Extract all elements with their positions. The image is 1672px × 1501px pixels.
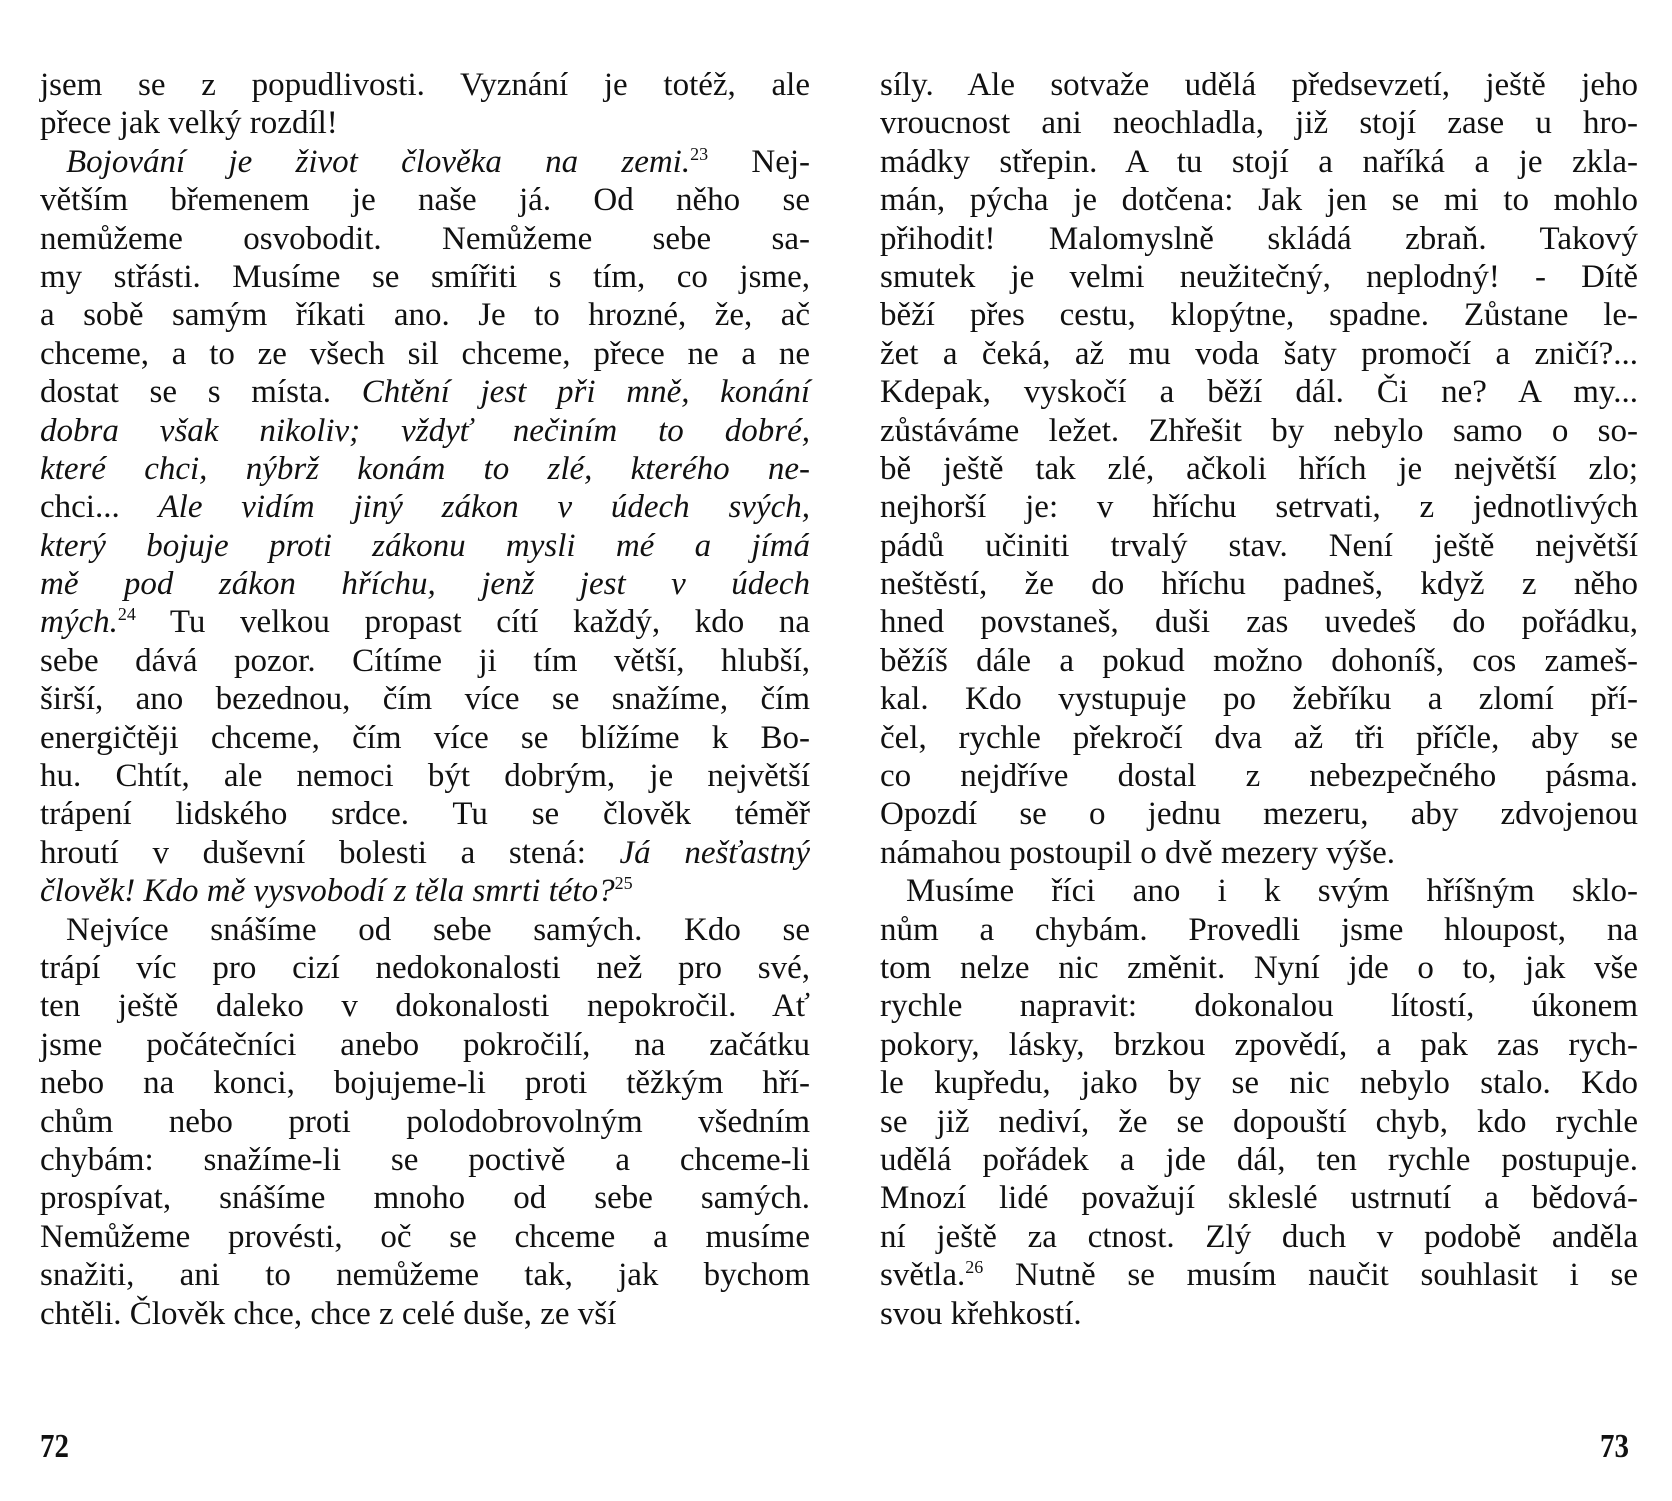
italic-quote: Ale vidím jiný zákon v údech svých,	[158, 489, 810, 526]
text-segment: námahou postoupil o dvě mezery výše.	[880, 834, 1396, 871]
text-segment: větším břemenem je naše já. Od něho se	[40, 182, 810, 219]
text-segment: Mnozí lidé považují skleslé ustrnutí a bědová-	[880, 1180, 1638, 1217]
text-line	[880, 603, 1638, 641]
text-line	[40, 450, 810, 488]
text-segment: dostat se s místa.	[40, 374, 362, 411]
text-segment: bě ještě tak zlé, ačkoli hřích je největší zlo;	[880, 450, 1638, 487]
text-segment: chci...	[40, 489, 159, 526]
text-segment: le kupředu, jako by se nic nebylo stalo. Kdo	[880, 1065, 1638, 1102]
text-line	[40, 258, 810, 296]
text-line	[40, 603, 810, 641]
text-segment: širší, ano bezednou, čím více se snažíme, čím	[40, 681, 810, 718]
text-line	[880, 1103, 1638, 1141]
text-segment: přece jak velký rozdíl!	[40, 105, 338, 142]
text-line	[880, 795, 1638, 833]
text-line	[880, 335, 1638, 373]
text-segment: kal. Kdo vystupuje po žebříku a zlomí pří-	[880, 681, 1638, 718]
text-segment: hroutí v duševní bolesti a stená:	[40, 834, 620, 871]
text-line	[880, 1256, 1638, 1294]
text-segment: Kdepak, vyskočí a běží dál. Či ne? A my...	[880, 374, 1638, 411]
text-line	[40, 1141, 810, 1179]
text-segment: vroucnost ani neochladla, již stojí zase u hro-	[880, 105, 1638, 142]
text-line	[40, 949, 810, 987]
text-line	[40, 1179, 810, 1217]
text-line	[880, 220, 1638, 258]
text-segment: nům a chybám. Provedli jsme hloupost, na	[880, 911, 1638, 948]
text-line	[40, 795, 810, 833]
text-line	[40, 757, 810, 795]
text-segment: chům nebo proti polodobrovolným všedním	[40, 1103, 810, 1140]
text-line	[40, 412, 810, 450]
text-line	[880, 258, 1638, 296]
text-line	[40, 66, 810, 104]
italic-quote: Já nešťastný	[619, 834, 810, 871]
italic-quote: mých.	[40, 604, 118, 641]
text-segment: hned povstaneš, duši zas uvedeš do pořádku,	[880, 604, 1638, 641]
text-segment: Nejvíce snášíme od sebe samých. Kdo se	[66, 911, 810, 948]
text-segment: čel, rychle překročí dva až tři příčle, aby se	[880, 719, 1638, 756]
text-segment: přihodit! Malomyslně skládá zbraň. Takový	[880, 220, 1638, 257]
text-segment: rychle napravit: dokonalou lítostí, úkonem	[880, 988, 1638, 1025]
left-page-text	[40, 66, 810, 1333]
text-line	[40, 987, 810, 1025]
footnote-marker: 26	[965, 1257, 984, 1278]
text-line	[40, 527, 810, 565]
text-line	[40, 1026, 810, 1064]
text-line	[880, 1141, 1638, 1179]
text-segment: trápí víc pro cizí nedokonalosti než pro své,	[40, 949, 810, 986]
text-line	[880, 66, 1638, 104]
text-segment: Nej-	[708, 143, 811, 180]
text-line	[40, 719, 810, 757]
text-segment: běžíš dále a pokud možno dohoníš, cos zameš-	[880, 642, 1638, 679]
text-line	[880, 1295, 1638, 1333]
text-line	[880, 565, 1638, 603]
text-segment: hu. Chtít, ale nemoci být dobrým, je největší	[40, 758, 810, 795]
text-line	[880, 104, 1638, 142]
text-line	[40, 1103, 810, 1141]
text-segment: a sobě samým říkati ano. Je to hrozné, že, ač	[40, 297, 810, 334]
text-line	[880, 296, 1638, 334]
text-segment: nejhorší je: v hříchu setrvati, z jednotlivých	[880, 489, 1638, 526]
footnote-marker: 25	[614, 873, 633, 894]
text-line	[40, 1218, 810, 1256]
text-line	[40, 488, 810, 526]
page-number-right: 73	[1600, 1428, 1629, 1465]
text-line	[40, 872, 810, 910]
text-segment: chceme, a to ze všech sil chceme, přece ne a ne	[40, 335, 810, 372]
text-line	[880, 1218, 1638, 1256]
text-line	[40, 680, 810, 718]
footnote-marker: 24	[117, 604, 136, 625]
text-line	[880, 872, 1638, 910]
text-segment: se již nediví, že se dopouští chyb, kdo rychle	[880, 1103, 1638, 1140]
text-segment: pokory, lásky, brzkou zpovědí, a pak zas rych-	[880, 1026, 1638, 1063]
text-segment: mán, pýcha je dotčena: Jak jen se mi to mohlo	[880, 182, 1638, 219]
text-line	[880, 987, 1638, 1025]
text-line	[880, 642, 1638, 680]
text-line	[880, 949, 1638, 987]
text-line	[880, 1026, 1638, 1064]
text-segment: co nejdříve dostal z nebezpečného pásma.	[880, 758, 1638, 795]
text-line	[40, 104, 810, 142]
text-segment: žet a čeká, až mu voda šaty promočí a zničí?...	[880, 335, 1638, 372]
text-line	[880, 1064, 1638, 1102]
text-segment: energičtěji chceme, čím více se blížíme k Bo-	[40, 719, 810, 756]
italic-quote: který bojuje proti zákonu mysli mé a jímá	[40, 527, 810, 564]
right-page	[880, 66, 1638, 1333]
text-line	[40, 335, 810, 373]
text-line	[40, 296, 810, 334]
text-line	[40, 1256, 810, 1294]
footnote-marker: 23	[690, 143, 709, 164]
text-segment: jsme počátečníci anebo pokročilí, na začátku	[40, 1026, 810, 1063]
italic-quote: Bojování je život člověka na zemi.	[66, 143, 691, 180]
text-segment: ten ještě daleko v dokonalosti nepokročil. Ať	[40, 988, 810, 1025]
text-segment: tom nelze nic změnit. Nyní jde o to, jak vše	[880, 949, 1638, 986]
text-line	[40, 220, 810, 258]
text-segment: Musíme říci ano i k svým hříšným sklo-	[906, 873, 1638, 910]
text-line	[40, 373, 810, 411]
text-segment: jsem se z popudlivosti. Vyznání je totéž, ale	[40, 67, 810, 103]
text-line	[880, 719, 1638, 757]
text-segment: svou křehkostí.	[880, 1295, 1082, 1332]
text-segment: neštěstí, že do hříchu padneš, když z něho	[880, 566, 1638, 603]
text-line	[40, 1064, 810, 1102]
text-segment: pádů učiniti trvalý stav. Není ještě největší	[880, 527, 1638, 564]
page-number-left: 72	[40, 1428, 69, 1465]
text-segment: trápení lidského srdce. Tu se člověk téměř	[40, 796, 810, 833]
text-line	[880, 834, 1638, 872]
text-segment: smutek je velmi neužitečný, neplodný! - Dítě	[880, 258, 1638, 295]
italic-quote: Chtění jest při mně, konání	[361, 374, 810, 411]
text-segment: mádky střepin. A tu stojí a naříká a je zkla-	[880, 143, 1638, 180]
text-line	[880, 757, 1638, 795]
text-line	[880, 373, 1638, 411]
text-segment: běží přes cestu, klopýtne, spadne. Zůstane le-	[880, 297, 1638, 334]
text-segment: chybám: snažíme-li se poctivě a chceme-li	[40, 1141, 810, 1178]
text-segment: ní ještě za ctnost. Zlý duch v podobě anděla	[880, 1218, 1638, 1255]
text-segment: nebo na konci, bojujeme-li proti těžkým hří-	[40, 1065, 810, 1102]
text-line	[40, 143, 810, 181]
text-segment: Tu velkou propast cítí každý, kdo na	[135, 604, 810, 641]
text-line	[880, 450, 1638, 488]
text-line	[880, 181, 1638, 219]
text-line	[880, 680, 1638, 718]
text-segment: Nemůžeme provésti, oč se chceme a musíme	[40, 1218, 810, 1255]
text-segment: sebe dává pozor. Cítíme ji tím větší, hlubší,	[40, 642, 810, 679]
italic-quote: člověk! Kdo mě vysvobodí z těla smrti této?	[40, 873, 615, 910]
text-line	[880, 143, 1638, 181]
text-segment: prospívat, snášíme mnoho od sebe samých.	[40, 1180, 810, 1217]
text-line	[40, 834, 810, 872]
italic-quote: dobra však nikoliv; vždyť nečiním to dobré,	[40, 412, 810, 449]
text-line	[40, 911, 810, 949]
text-line	[40, 565, 810, 603]
text-segment: síly. Ale sotvaže udělá předsevzetí, ještě jeho	[880, 67, 1638, 103]
text-line	[880, 488, 1638, 526]
text-segment: chtěli. Člověk chce, chce z celé duše, ze vší	[40, 1295, 617, 1332]
text-segment: světla.	[880, 1257, 966, 1294]
text-segment: snažiti, ani to nemůžeme tak, jak bychom	[40, 1257, 810, 1294]
text-line	[40, 1295, 810, 1333]
text-line	[40, 642, 810, 680]
text-segment: nemůžeme osvobodit. Nemůžeme sebe sa-	[40, 220, 810, 257]
text-segment: udělá pořádek a jde dál, ten rychle postupuje.	[880, 1141, 1638, 1178]
text-line	[880, 911, 1638, 949]
text-segment: zůstáváme ležet. Zhřešit by nebylo samo o so-	[880, 412, 1638, 449]
italic-quote: mě pod zákon hříchu, jenž jest v údech	[40, 566, 810, 603]
right-page-text	[880, 66, 1638, 1333]
text-segment: Opozdí se o jednu mezeru, aby zdvojenou	[880, 796, 1638, 833]
text-line	[880, 412, 1638, 450]
text-line	[880, 1179, 1638, 1217]
text-line	[880, 527, 1638, 565]
text-segment: Nutně se musím naučit souhlasit i se	[983, 1257, 1638, 1294]
italic-quote: které chci, nýbrž konám to zlé, kterého ne-	[40, 450, 810, 487]
text-segment: my střásti. Musíme se smířiti s tím, co jsme,	[40, 258, 810, 295]
left-page	[40, 66, 810, 1333]
text-line	[40, 181, 810, 219]
